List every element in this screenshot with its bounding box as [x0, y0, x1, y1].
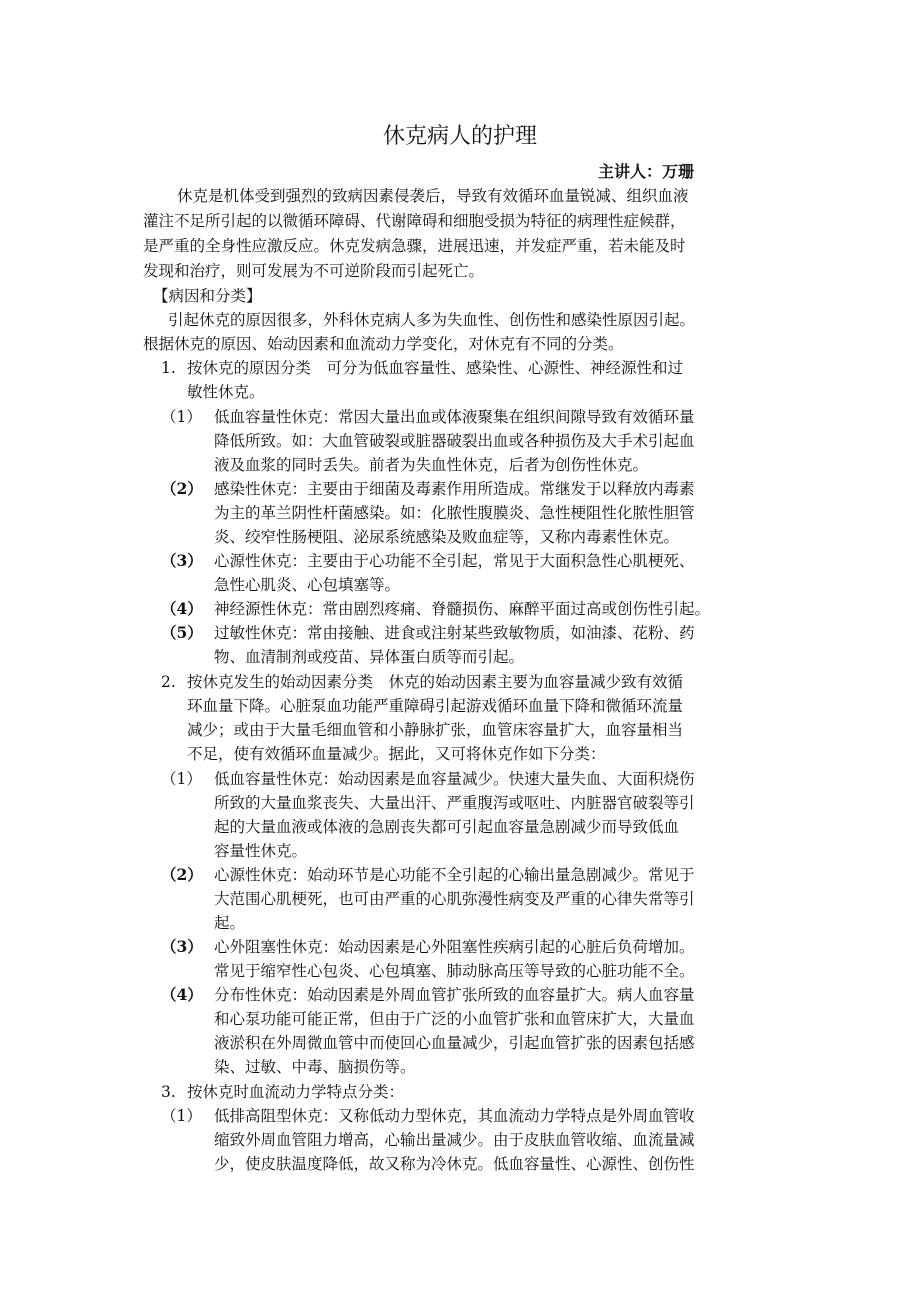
- part-heading-line: 按休克时血流动力学特点分类：: [187, 1083, 405, 1101]
- item-line: 常见于缩窄性心包炎、心包填塞、肺动脉高压等导致的心脏功能不全。: [214, 962, 695, 980]
- part-heading-line: 减少；或由于大量毛细血管和小静脉扩张，血管床容量扩大，血容量相当: [187, 721, 684, 739]
- intro-line: 发现和治疗，则可发展为不可逆阶段而引起死亡。: [143, 262, 485, 280]
- intro-line: 灌注不足所引起的以微循环障碍、代谢障碍和细胞受损为特征的病理性症候群，: [143, 212, 686, 230]
- item-number: （1）: [161, 1107, 202, 1125]
- item-line: 少，使皮肤温度降低，故又称为冷休克。低血容量性、心源性、创伤性: [214, 1155, 695, 1173]
- part-heading-line: 按休克发生的始动因素分类 休克的始动因素主要为血容量减少致有效循: [187, 673, 684, 691]
- item-number: （3）: [161, 551, 203, 570]
- item-line: 缩致外周血管阻力增高，心输出量减少。由于皮肤血管收缩、血流量减: [214, 1131, 695, 1149]
- item-number: （4）: [161, 599, 203, 618]
- item-number: （2）: [161, 479, 203, 498]
- item-line: 过敏性休克：常由接触、进食或注射某些致敏物质，如油漆、花粉、药: [214, 624, 695, 642]
- item-line: 分布性休克：始动因素是外周血管扩张所致的血容量扩大。病人血容量: [214, 986, 695, 1004]
- item-line: 为主的革兰阴性杆菌感染。如：化脓性腹膜炎、急性梗阻性化脓性胆管: [214, 504, 695, 522]
- item-line: 心源性休克：始动环节是心功能不全引起的心输出量急剧减少。常见于: [214, 866, 695, 884]
- item-number: （1）: [161, 770, 202, 788]
- part-number: 3.: [161, 1083, 176, 1101]
- item-line: 炎、绞窄性肠梗阻、泌尿系统感染及败血症等，又称内毒素性休克。: [214, 528, 680, 546]
- item-line: 神经源性休克：常由剧烈疼痛、脊髓损伤、麻醉平面过高或创伤性引起。: [214, 600, 711, 618]
- item-line: 低血容量性休克：始动因素是血容量减少。快速大量失血、大面积烧伤: [214, 770, 695, 788]
- item-line: 液及血浆的同时丢失。前者为失血性休克，后者为创伤性休克。: [214, 456, 649, 474]
- item-number: （3）: [161, 937, 203, 956]
- item-line: 起。: [214, 914, 246, 932]
- page-title: 休克病人的护理: [382, 124, 537, 149]
- item-line: 物、血清制剂或疫苗、异体蛋白质等而引起。: [214, 648, 525, 666]
- author-line: 主讲人：万珊: [598, 162, 695, 181]
- item-line: 降低所致。如：大血管破裂或脏器破裂出血或各种损伤及大手术引起血: [214, 432, 695, 450]
- item-number: （5）: [161, 623, 203, 642]
- item-line: 感染性休克：主要由于细菌及毒素作用所造成。常继发于以释放内毒素: [214, 480, 695, 498]
- item-line: 液淤积在外周微血管中而使回心血量减少，引起血管扩张的因素包括感: [214, 1034, 695, 1052]
- item-line: 染、过敏、中毒、脑损伤等。: [214, 1058, 416, 1076]
- part-number: 2.: [161, 673, 176, 691]
- part-heading-line: 按休克的原因分类 可分为低血容量性、感染性、心源性、神经源性和过: [187, 359, 684, 377]
- part-number: 1.: [161, 359, 176, 377]
- item-line: 大范围心肌梗死，也可由严重的心肌弥漫性病变及严重的心律失常等引: [214, 890, 695, 908]
- item-line: 心外阻塞性休克：始动因素是心外阻塞性疾病引起的心脏后负荷增加。: [214, 938, 695, 956]
- section-heading: 【病因和分类】: [153, 287, 262, 305]
- part-heading-line: 不足，使有效循环血量减少。据此，又可将休克作如下分类：: [187, 745, 606, 763]
- item-number: （4）: [161, 985, 203, 1004]
- part-heading-line: 敏性休克。: [187, 383, 265, 401]
- item-line: 低血容量性休克：常因大量出血或体液聚集在组织间隙导致有效循环量: [214, 408, 695, 426]
- intro-line: 是严重的全身性应激反应。休克发病急骤，进展迅速，并发症严重，若未能及时: [143, 237, 686, 255]
- item-line: 心源性休克：主要由于心功能不全引起，常见于大面积急性心肌梗死、: [214, 552, 695, 570]
- item-number: （1）: [161, 408, 202, 426]
- section-intro-line: 引起休克的原因很多，外科休克病人多为失血性、创伤性和感染性原因引起。: [168, 311, 696, 329]
- part-heading-line: 环血量下降。心脏泵血功能严重障碍引起游戏循环血量下降和微循环流量: [187, 697, 684, 715]
- item-line: 和心泵功能可能正常，但由于广泛的小血管扩张和血管床扩大，大量血: [214, 1010, 695, 1028]
- item-line: 所致的大量血浆丧失、大量出汗、严重腹泻或呕吐、内脏器官破裂等引: [214, 794, 695, 812]
- intro-line: 休克是机体受到强烈的致病因素侵袭后，导致有效循环血量锐减、组织血液: [177, 187, 689, 205]
- item-number: （2）: [161, 865, 203, 884]
- item-line: 起的大量血液或体液的急剧丧失都可引起血容量急剧减少而导致低血: [214, 818, 680, 836]
- item-line: 低排高阻型休克：又称低动力型休克，其血流动力学特点是外周血管收: [214, 1107, 695, 1125]
- item-line: 急性心肌炎、心包填塞等。: [214, 576, 401, 594]
- section-intro-line: 根据休克的原因、始动因素和血流动力学变化，对休克有不同的分类。: [143, 335, 624, 353]
- item-line: 容量性休克。: [214, 842, 308, 860]
